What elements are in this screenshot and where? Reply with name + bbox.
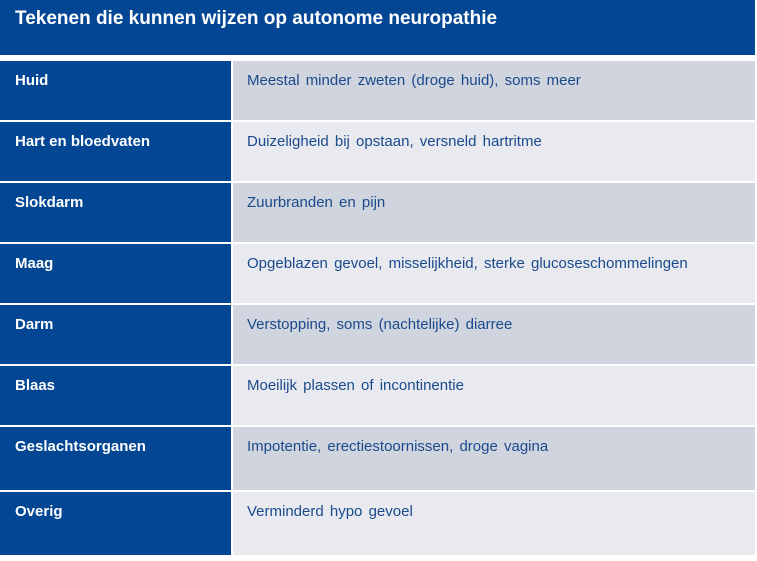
- page-title: Tekenen die kunnen wijzen op autonome neuropathie: [15, 8, 498, 29]
- row-value: Opgeblazen gevoel, misselijkheid, sterke glucoseschommelingen: [233, 244, 755, 303]
- table-row: [0, 305, 755, 364]
- row-value: Impotentie, erectiestoornissen, droge vagina: [233, 427, 755, 490]
- symptoms-table: [0, 61, 755, 557]
- table-row: [0, 61, 755, 120]
- row-value: Moeilijk plassen of incontinentie: [233, 366, 755, 425]
- table-row: [0, 183, 755, 242]
- table-row: [0, 366, 755, 425]
- row-label: Slokdarm: [0, 183, 231, 242]
- row-value: Zuurbranden en pijn: [233, 183, 755, 242]
- table-row: [0, 427, 755, 490]
- table-row: [0, 122, 755, 181]
- row-value: Duizeligheid bij opstaan, versneld hartritme: [233, 122, 755, 181]
- row-label: Huid: [0, 61, 231, 120]
- row-value: Verminderd hypo gevoel: [233, 492, 755, 555]
- row-value: Verstopping, soms (nachtelijke) diarree: [233, 305, 755, 364]
- table-row: [0, 492, 755, 555]
- title-bar: [0, 0, 755, 57]
- row-label: Darm: [0, 305, 231, 364]
- row-value: Meestal minder zweten (droge huid), soms meer: [233, 61, 755, 120]
- row-label: Overig: [0, 492, 231, 555]
- row-label: Blaas: [0, 366, 231, 425]
- row-label: Maag: [0, 244, 231, 303]
- row-label: Geslachtsorganen: [0, 427, 231, 490]
- row-label: Hart en bloedvaten: [0, 122, 231, 181]
- table-row: [0, 244, 755, 303]
